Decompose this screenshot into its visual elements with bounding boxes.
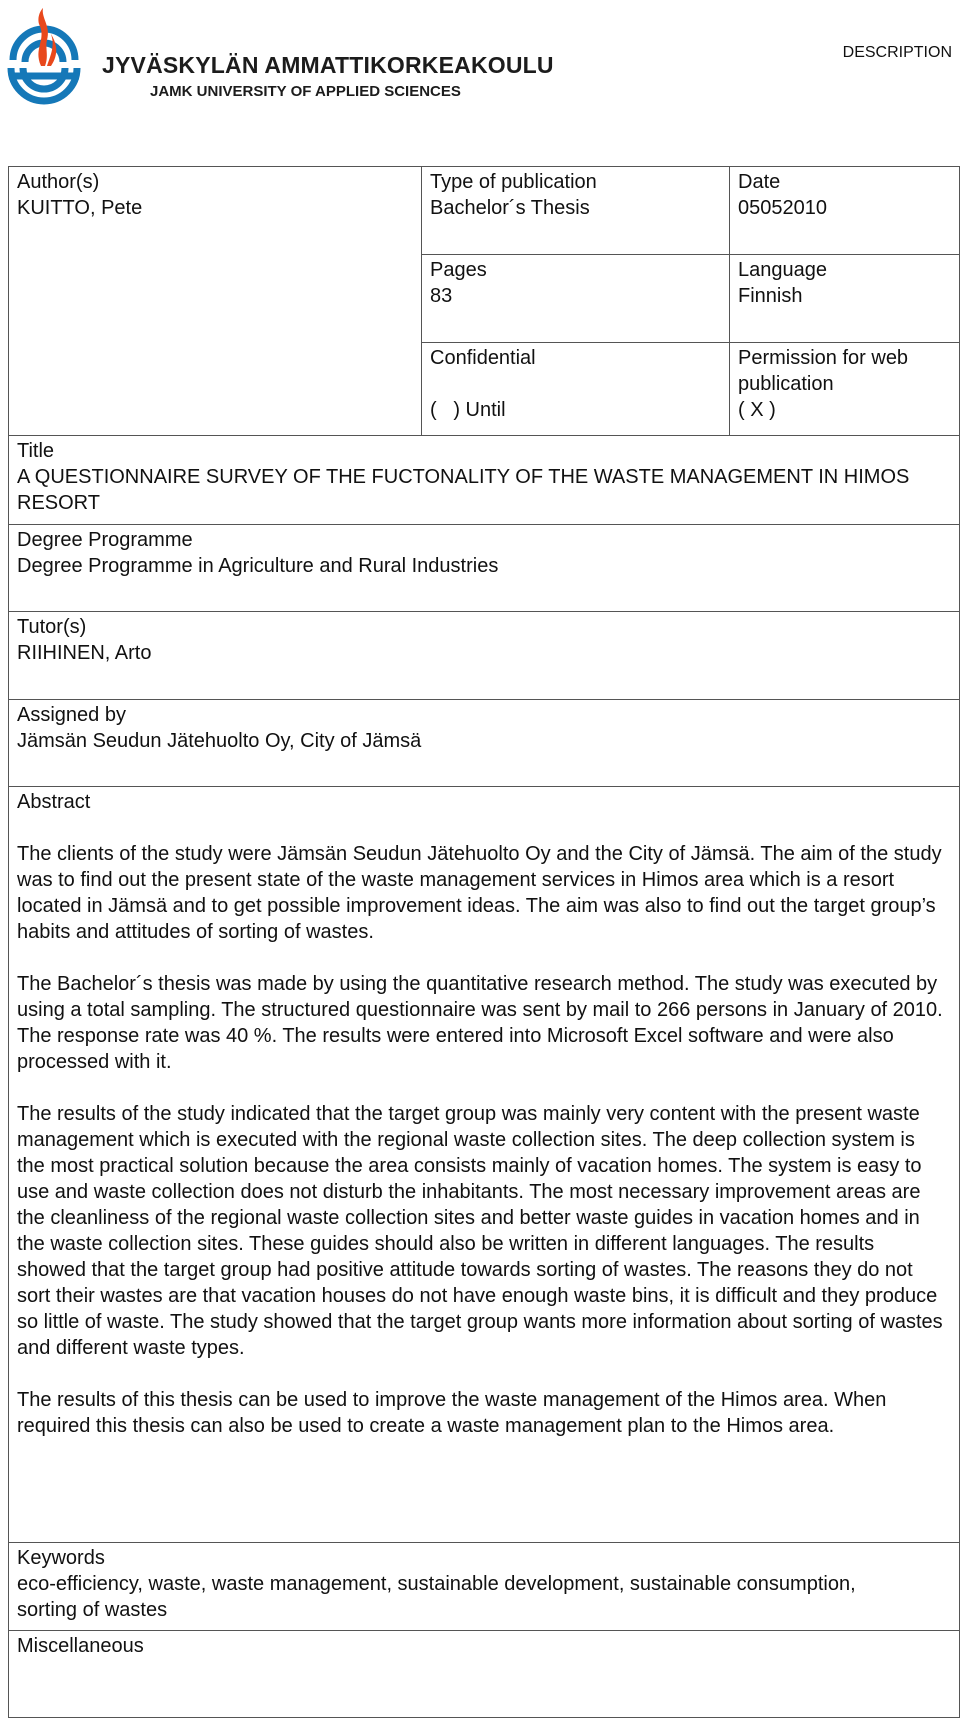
tutors-label: Tutor(s) <box>17 616 87 638</box>
keywords-field <box>9 1543 909 1623</box>
tutors-value: RIIHINEN, Arto <box>17 642 152 664</box>
pages-field <box>422 255 729 309</box>
date-value: 05052010 <box>738 197 827 219</box>
publication-type-field <box>422 167 729 221</box>
institution-logo <box>3 6 554 118</box>
confidential-field <box>422 343 729 423</box>
authors-field <box>9 167 421 221</box>
miscellaneous-field <box>9 1631 957 1659</box>
assigned-by-label: Assigned by <box>17 704 126 726</box>
keywords-label: Keywords <box>17 1547 105 1569</box>
abstract-paragraph: The results of this thesis can be used to improve the waste management of the Himos area. When required this thesis can also be used to create a waste management plan to the Himos area. <box>17 1389 887 1437</box>
authors-value: KUITTO, Pete <box>17 197 143 219</box>
assigned-by-field <box>9 700 957 754</box>
abstract-paragraph: The clients of the study were Jämsän Seudun Jätehuolto Oy and the City of Jämsä. The aim of the study was to find out the present state of the waste management services in Himos area which is a resort located in Jämsä and to get possible improvement ideas. The aim was also to find out the target group’s habits and attitudes of sorting of wastes. <box>17 843 942 943</box>
page-header <box>0 0 960 130</box>
institution-name-english: JAMK UNIVERSITY OF APPLIED SCIENCES <box>150 83 461 100</box>
language-field <box>730 255 960 309</box>
date-field <box>730 167 960 221</box>
date-label: Date <box>738 171 781 193</box>
language-value: Finnish <box>738 285 803 307</box>
jamk-emblem-icon <box>3 6 87 114</box>
institution-name-finnish: JYVÄSKYLÄN AMMATTIKORKEAKOULU <box>102 52 554 78</box>
degree-programme-label: Degree Programme <box>17 529 193 551</box>
degree-programme-value: Degree Programme in Agriculture and Rural Industries <box>17 555 499 577</box>
keywords-value: eco-efficiency, waste, waste management, sustainable development, sustainable consumption, sorting of wastes <box>17 1573 856 1621</box>
title-field <box>9 436 957 516</box>
miscellaneous-label: Miscellaneous <box>17 1635 144 1657</box>
title-label: Title <box>17 440 55 462</box>
degree-programme-field <box>9 525 957 579</box>
pages-label: Pages <box>430 259 487 281</box>
abstract-label: Abstract <box>17 791 91 813</box>
assigned-by-value: Jämsän Seudun Jätehuolto Oy, City of Jämsä <box>17 730 422 752</box>
language-label: Language <box>738 259 827 281</box>
pages-value: 83 <box>430 285 453 307</box>
publication-type-label: Type of publication <box>430 171 597 193</box>
web-permission-field <box>730 343 955 423</box>
document-type-label: DESCRIPTION <box>842 44 952 61</box>
tutors-field <box>9 612 957 666</box>
authors-label: Author(s) <box>17 171 100 193</box>
publication-type-value: Bachelor´s Thesis <box>430 197 590 219</box>
abstract-paragraph: The Bachelor´s thesis was made by using the quantitative research method. The study was executed by using a total sampling. The structured questionnaire was sent by mail to 266 persons in January of 2010. The response rate was 40 %. The results were entered into Microsoft Excel software and were also processed with it. <box>17 973 943 1073</box>
abstract-section <box>9 787 951 1465</box>
confidential-value: ( ) Until <box>430 399 506 421</box>
abstract-paragraph: The results of the study indicated that the target group was mainly very content with the present waste management which is executed with the regional waste collection sites. The deep collection system is the most practical solution because the area consists mainly of vacation homes. The system is easy to use and waste collection does not disturb the inhabitants. The most necessary improvement areas are the cleanliness of the regional waste collection sites and better waste guides in vacation homes and in the waste collection sites. These guides should also be written in different languages. The results showed that the target group had positive attitude towards sorting of wastes. The reasons they do not sort their wastes are that vacation houses do not have enough waste bins, it is difficult and they produce so little of waste. The study showed that the target group wants more information about sorting of wastes and different waste types. <box>17 1103 943 1359</box>
thesis-title: A QUESTIONNAIRE SURVEY OF THE FUCTONALITY OF THE WASTE MANAGEMENT IN HIMOS RESORT <box>17 466 910 514</box>
confidential-label: Confidential <box>430 347 536 369</box>
web-permission-label: Permission for web publication <box>738 347 909 395</box>
web-permission-value: ( X ) <box>738 399 776 421</box>
description-form <box>8 166 960 1718</box>
